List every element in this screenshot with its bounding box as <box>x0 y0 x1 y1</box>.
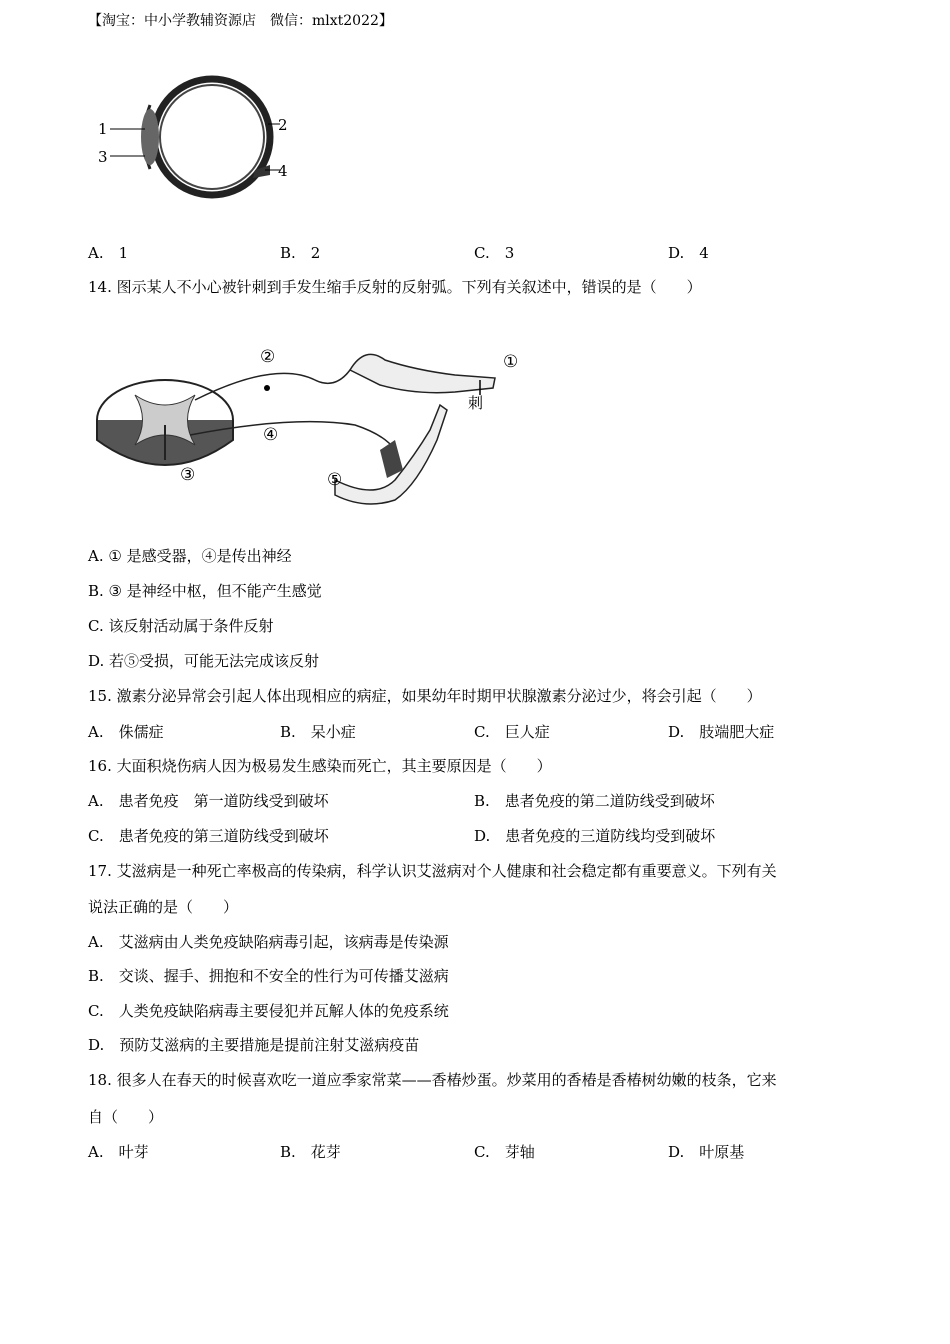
q18-option-c: C. 芽轴 <box>474 1143 535 1161</box>
q16-stem: 16. 大面积烧伤病人因为极易发生感染而死亡，其主要原因是（ ） <box>88 757 552 775</box>
q14-option-c: C. 该反射活动属于条件反射 <box>88 617 274 635</box>
q16-option-c: C. 患者免疫的第三道防线受到破坏 <box>88 827 329 845</box>
q16-option-b: B. 患者免疫的第二道防线受到破坏 <box>474 792 715 810</box>
reflex-label-2: ② <box>260 347 276 367</box>
q13-option-d: D. 4 <box>668 244 709 262</box>
q17-option-a: A. 艾滋病由人类免疫缺陷病毒引起，该病毒是传染源 <box>88 933 449 951</box>
q18-option-d: D. 叶原基 <box>668 1143 745 1161</box>
q15-stem: 15. 激素分泌异常会引起人体出现相应的病症，如果幼年时期甲状腺激素分泌过少，将会引起（ ） <box>88 687 762 705</box>
reflex-arc-diagram <box>95 340 530 510</box>
reflex-label-3: ③ <box>180 465 196 485</box>
q15-option-d: D. 肢端肥大症 <box>668 723 775 741</box>
reflex-label-sting: 刺 <box>468 394 484 412</box>
q18-stem-line1: 18. 很多人在春天的时候喜欢吃一道应季家常菜——香椿炒蛋。炒菜用的香椿是香椿树幼嫩的枝条，它来 <box>88 1071 777 1089</box>
eye-label-2: 2 <box>278 116 288 134</box>
q17-option-c: C. 人类免疫缺陷病毒主要侵犯并瓦解人体的免疫系统 <box>88 1002 449 1020</box>
q15-option-c: C. 巨人症 <box>474 723 550 741</box>
q14-stem: 14. 图示某人不小心被针刺到手发生缩手反射的反射弧。下列有关叙述中，错误的是（ ） <box>88 278 702 296</box>
q17-stem-line2: 说法正确的是（ ） <box>88 898 239 916</box>
eye-label-3: 3 <box>98 148 108 166</box>
reflex-label-5: ⑤ <box>327 470 343 490</box>
q16-option-d: D. 患者免疫的三道防线均受到破坏 <box>474 827 716 845</box>
q15-option-a: A. 侏儒症 <box>88 723 164 741</box>
page-header: 【淘宝：中小学教辅资源店 微信：mlxt2022】 <box>88 13 393 29</box>
q18-stem-line2: 自（ ） <box>88 1108 164 1126</box>
q18-option-a: A. 叶芽 <box>88 1143 149 1161</box>
eye-label-4: 4 <box>278 162 288 180</box>
q14-option-a: A. ① 是感受器，④是传出神经 <box>88 547 292 565</box>
reflex-label-4: ④ <box>263 425 279 445</box>
q15-option-b: B. 呆小症 <box>280 723 356 741</box>
q17-option-d: D. 预防艾滋病的主要措施是提前注射艾滋病疫苗 <box>88 1036 420 1054</box>
q14-option-b: B. ③ 是神经中枢，但不能产生感觉 <box>88 582 322 600</box>
q14-option-d: D. 若⑤受损，可能无法完成该反射 <box>88 652 320 670</box>
q18-option-b: B. 花芽 <box>280 1143 341 1161</box>
q13-option-a: A. 1 <box>88 244 129 262</box>
q17-stem-line1: 17. 艾滋病是一种死亡率极高的传染病，科学认识艾滋病对个人健康和社会稳定都有重要意义。下列有关 <box>88 862 777 880</box>
q13-option-b: B. 2 <box>280 244 321 262</box>
eye-diagram <box>90 70 300 205</box>
reflex-label-1: ① <box>503 352 519 372</box>
q13-option-c: C. 3 <box>474 244 515 262</box>
q16-option-a: A. 患者免疫 第一道防线受到破坏 <box>88 792 329 810</box>
eye-label-1: 1 <box>98 120 108 138</box>
q17-option-b: B. 交谈、握手、拥抱和不安全的性行为可传播艾滋病 <box>88 967 449 985</box>
